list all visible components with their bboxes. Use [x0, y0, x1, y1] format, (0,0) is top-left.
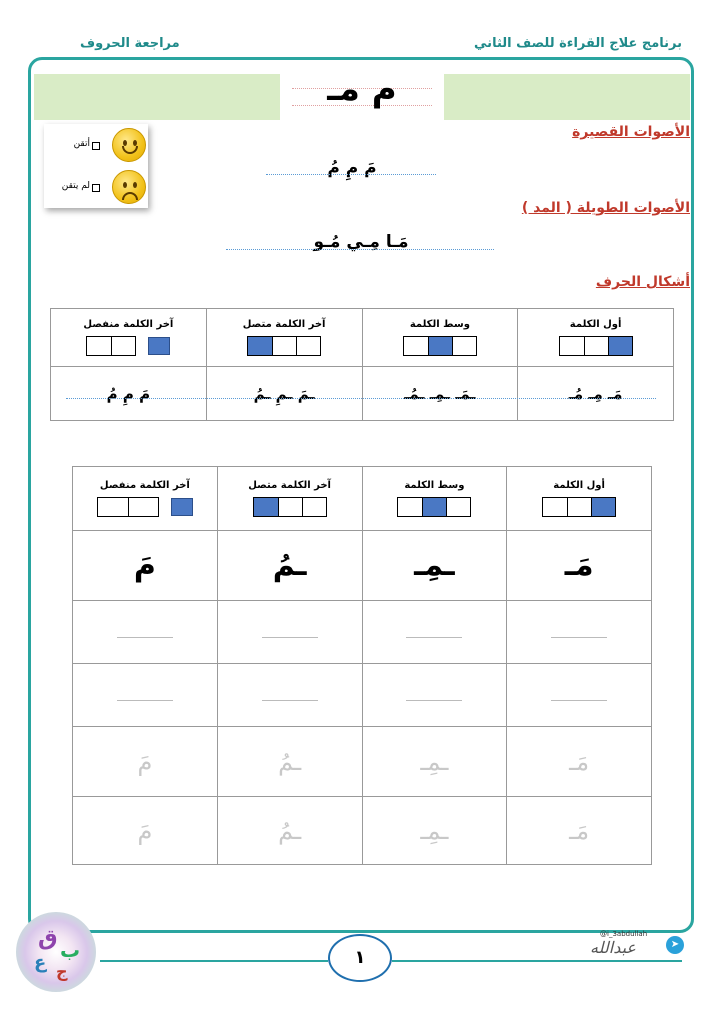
- practice-col-start: [507, 467, 652, 531]
- author-signature: عبدالله: [590, 938, 636, 957]
- forms-example-separate: [51, 367, 207, 421]
- short-vowels-text: مَ مِ مُ: [327, 158, 377, 178]
- forms-col-end-connected: [206, 309, 362, 367]
- trace-letter: ـمِـ: [420, 747, 449, 776]
- footer-line-right: [392, 960, 682, 962]
- position-boxes: [559, 336, 633, 356]
- example-text: مَ مِ مُ: [106, 385, 151, 403]
- trace-letter: مَـ: [569, 816, 590, 845]
- writing-line: [117, 700, 173, 701]
- trace-cell[interactable]: [507, 727, 652, 797]
- page-number: ١: [328, 934, 392, 982]
- model-letter-end-connected: [217, 531, 362, 601]
- position-boxes: [397, 497, 471, 517]
- writing-line: [406, 700, 462, 701]
- column-title: آخر الكلمة منفصل: [83, 319, 174, 330]
- letter-forms-table: [50, 308, 674, 421]
- trace-letter: مَـ: [569, 747, 590, 776]
- model-letter: ـمُ: [272, 548, 307, 583]
- trace-cell[interactable]: [73, 727, 218, 797]
- writing-cell[interactable]: [217, 664, 362, 727]
- trace-letter: مَ: [137, 816, 153, 845]
- model-letter: مَـ: [564, 548, 594, 583]
- self-check-box: [44, 124, 148, 208]
- trace-cell[interactable]: [362, 727, 507, 797]
- self-check-not-mastered: [50, 170, 146, 204]
- writing-cell[interactable]: [73, 601, 218, 664]
- trace-cell[interactable]: [507, 797, 652, 865]
- model-letter: مَ: [133, 548, 156, 583]
- model-letter: ـمِـ: [414, 548, 455, 583]
- trace-cell[interactable]: [73, 797, 218, 865]
- writing-cell[interactable]: [362, 664, 507, 727]
- trace-letter: مَ: [137, 747, 153, 776]
- forms-example-end-connected: [206, 367, 362, 421]
- example-text: ـمَـ ـمِـ ـمُـ: [404, 385, 476, 403]
- writing-line: [117, 637, 173, 638]
- forms-col-start: [518, 309, 674, 367]
- program-title: برنامج علاج القراءة للصف الثاني: [474, 36, 682, 51]
- sad-face-icon: [112, 170, 146, 204]
- forms-example-middle: [362, 367, 518, 421]
- author-handle[interactable]: @i_3abdullah: [600, 930, 648, 938]
- not-mastered-label: لم يتقن: [61, 181, 90, 191]
- mastered-label: أتقن: [73, 139, 90, 149]
- column-title: أول الكلمة: [569, 319, 622, 330]
- column-title: أول الكلمة: [553, 480, 605, 491]
- position-boxes: [86, 336, 136, 356]
- writing-cell[interactable]: [73, 664, 218, 727]
- writing-cell[interactable]: [507, 664, 652, 727]
- writing-cell[interactable]: [507, 601, 652, 664]
- model-letter-separate: [73, 531, 218, 601]
- model-letter-middle: [362, 531, 507, 601]
- trace-letter: ـمُ: [278, 816, 302, 845]
- trace-cell[interactable]: [362, 797, 507, 865]
- smiley-face-icon: [112, 128, 146, 162]
- letters-logo: ق ب ع ج: [16, 912, 96, 992]
- position-marker: [171, 498, 193, 516]
- writing-line: [551, 637, 607, 638]
- mastered-checkbox[interactable]: [92, 142, 100, 150]
- trace-letter: ـمُ: [278, 747, 302, 776]
- position-boxes: [253, 497, 327, 517]
- review-title: مراجعة الحروف: [80, 36, 180, 51]
- long-vowels-text: مَـا مِـي مُـو: [313, 232, 409, 252]
- example-text: مَـ مِـ مُـ: [568, 385, 623, 403]
- position-marker: [148, 337, 170, 355]
- writing-line: [551, 700, 607, 701]
- telegram-icon[interactable]: ➤: [666, 936, 684, 954]
- banner-letters: م مـ: [327, 69, 397, 109]
- writing-line: [406, 637, 462, 638]
- practice-col-end-connected: [217, 467, 362, 531]
- position-boxes: [247, 336, 321, 356]
- position-boxes: [403, 336, 477, 356]
- forms-example-guide: [66, 398, 656, 399]
- long-vowels-title: الأصوات الطويلة ( المد ): [521, 200, 690, 216]
- self-check-mastered: [50, 128, 146, 162]
- writing-line: [262, 637, 318, 638]
- practice-table: [72, 466, 652, 865]
- column-title: وسط الكلمة: [404, 480, 465, 491]
- practice-col-middle: [362, 467, 507, 531]
- forms-col-middle: [362, 309, 518, 367]
- example-text: ـمَ ـمِ ـمُ: [253, 385, 315, 403]
- not-mastered-checkbox[interactable]: [92, 184, 100, 192]
- column-title: آخر الكلمة منفصل: [99, 480, 190, 491]
- footer-line-left: [100, 960, 328, 962]
- practice-col-separate: [73, 467, 218, 531]
- trace-letter: ـمِـ: [420, 816, 449, 845]
- forms-example-start: [518, 367, 674, 421]
- writing-line: [262, 700, 318, 701]
- trace-cell[interactable]: [217, 727, 362, 797]
- position-boxes: [542, 497, 616, 517]
- writing-cell[interactable]: [217, 601, 362, 664]
- letter-forms-title: أشكال الحرف: [595, 274, 690, 290]
- short-vowels-title: الأصوات القصيرة: [572, 124, 690, 140]
- column-title: آخر الكلمة متصل: [242, 319, 326, 330]
- trace-cell[interactable]: [217, 797, 362, 865]
- model-letter-start: [507, 531, 652, 601]
- position-boxes: [97, 497, 159, 517]
- column-title: آخر الكلمة متصل: [248, 480, 331, 491]
- writing-cell[interactable]: [362, 601, 507, 664]
- short-vowels-guide: [266, 174, 436, 175]
- column-title: وسط الكلمة: [409, 319, 470, 330]
- forms-col-separate: [51, 309, 207, 367]
- long-vowels-guide: [226, 249, 494, 250]
